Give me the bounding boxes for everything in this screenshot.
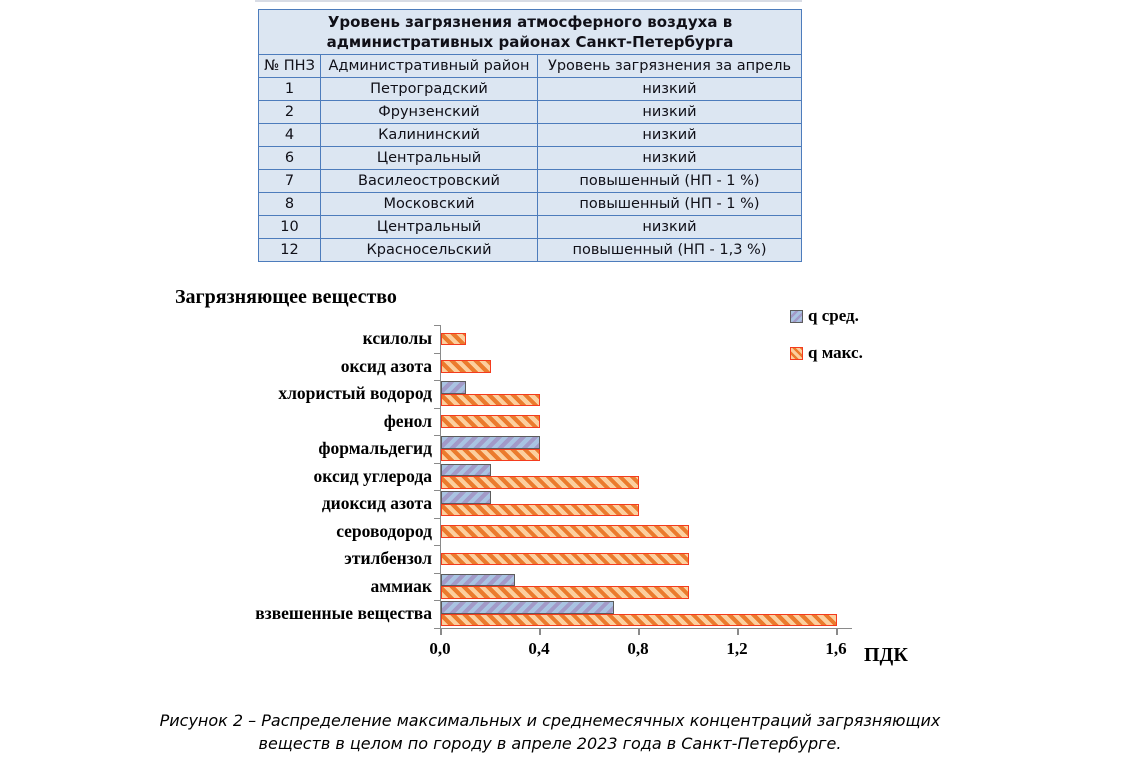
chart-category-row xyxy=(170,463,1135,491)
category-bars xyxy=(440,463,861,491)
table-cell: повышенный (НП - 1 %) xyxy=(538,193,802,216)
table-header-row xyxy=(259,55,802,78)
table-row xyxy=(259,78,802,101)
y-axis-tick xyxy=(434,600,440,601)
bar-q-avg xyxy=(441,491,491,504)
table-title-row xyxy=(259,10,802,55)
y-axis-tick xyxy=(434,490,440,491)
bar-q-max xyxy=(441,504,639,517)
table-title xyxy=(259,10,802,55)
table-row xyxy=(259,170,802,193)
column-header-pnz: № ПНЗ xyxy=(259,55,321,78)
chart-category-row xyxy=(170,408,1135,436)
chart-category-row xyxy=(170,325,1135,353)
table-cell: низкий xyxy=(538,147,802,170)
x-axis-unit-label: ПДК xyxy=(864,643,908,666)
chart-category-row xyxy=(170,600,1135,628)
bar-q-max xyxy=(441,360,491,373)
x-axis-tick xyxy=(440,629,442,635)
x-axis xyxy=(429,628,920,666)
bar-q-max xyxy=(441,476,639,489)
bar-q-max xyxy=(441,333,466,346)
table-cell: Красносельский xyxy=(321,239,538,262)
category-label: хлористый водород xyxy=(278,383,432,404)
table-row xyxy=(259,147,802,170)
table-cell: низкий xyxy=(538,78,802,101)
table-cell: 2 xyxy=(259,101,321,124)
table-cell: низкий xyxy=(538,216,802,239)
chart-category-row xyxy=(170,518,1135,546)
table-cell: Центральный xyxy=(321,147,538,170)
bar-q-avg xyxy=(441,601,614,614)
category-label: оксид азота xyxy=(340,355,432,376)
y-axis-tick xyxy=(434,573,440,574)
figure-caption-line2: веществ в целом по городу в апреле 2023 года в Санкт-Петербурге. xyxy=(258,734,842,754)
chart-legend xyxy=(790,306,863,380)
table-cell: 6 xyxy=(259,147,321,170)
bar-q-avg xyxy=(441,381,466,394)
category-label: формальдегид xyxy=(318,438,432,459)
category-label: оксид углерода xyxy=(313,465,432,486)
x-axis-tick-label: 1,2 xyxy=(726,638,748,658)
chart-plot-area xyxy=(170,325,1135,628)
figure-caption-line1: Рисунок 2 – Распределение максимальных и среднемесячных концентраций загрязняющих xyxy=(159,711,941,730)
category-bars xyxy=(440,380,861,408)
table-cell: низкий xyxy=(538,101,802,124)
chart-category-row xyxy=(170,490,1135,518)
bar-q-max xyxy=(441,449,540,462)
legend-swatch-q-max-icon xyxy=(790,347,803,360)
category-label: фенол xyxy=(383,410,432,431)
bar-q-avg xyxy=(441,436,540,449)
y-axis-tick xyxy=(434,435,440,436)
table-cell: Центральный xyxy=(321,216,538,239)
table-cell: повышенный (НП - 1 %) xyxy=(538,170,802,193)
column-header-district: Административный район xyxy=(321,55,538,78)
y-axis-tick xyxy=(434,518,440,519)
table-row xyxy=(259,239,802,262)
bar-q-avg xyxy=(441,574,515,587)
y-axis-tick xyxy=(434,463,440,464)
table-title-line2: административных районах Санкт-Петербурга xyxy=(326,33,734,51)
category-label: аммиак xyxy=(370,575,432,596)
legend-label-q-max: q макс. xyxy=(808,343,863,362)
chart-category-row xyxy=(170,545,1135,573)
category-bars xyxy=(440,408,861,436)
table-cell: Московский xyxy=(321,193,538,216)
y-axis-tick xyxy=(434,353,440,354)
table-cell: 10 xyxy=(259,216,321,239)
x-axis-tick-label: 0,8 xyxy=(627,638,649,658)
table-cell: Василеостровский xyxy=(321,170,538,193)
category-label: диоксид азота xyxy=(321,493,432,514)
table-cell: 7 xyxy=(259,170,321,193)
bar-q-max xyxy=(441,614,837,627)
x-axis-tick xyxy=(737,629,739,635)
table-cell: 12 xyxy=(259,239,321,262)
chart-category-row xyxy=(170,435,1135,463)
y-axis-tick xyxy=(434,325,440,326)
table-cell: Калининский xyxy=(321,124,538,147)
column-header-level: Уровень загрязнения за апрель xyxy=(538,55,802,78)
legend-item-q-avg xyxy=(790,306,863,326)
table-cell: 1 xyxy=(259,78,321,101)
category-bars xyxy=(440,545,861,573)
y-axis-tick xyxy=(434,545,440,546)
chart-category-row xyxy=(170,573,1135,601)
legend-swatch-q-avg-icon xyxy=(790,310,803,323)
x-axis-tick-label: 0,4 xyxy=(528,638,550,658)
legend-item-q-max xyxy=(790,343,863,363)
category-bars xyxy=(440,600,861,628)
bar-q-max xyxy=(441,394,540,407)
category-label: этилбензол xyxy=(344,548,432,569)
table-row xyxy=(259,193,802,216)
table-title-line1: Уровень загрязнения атмосферного воздуха в xyxy=(327,13,733,31)
y-axis-tick xyxy=(434,380,440,381)
pollution-level-table xyxy=(258,9,802,262)
pollutant-bar-chart xyxy=(170,284,1135,689)
table-cell: Фрунзенский xyxy=(321,101,538,124)
table-cell: 4 xyxy=(259,124,321,147)
chart-category-row xyxy=(170,380,1135,408)
bar-q-max xyxy=(441,586,689,599)
bar-q-max xyxy=(441,415,540,428)
cropped-top-edge xyxy=(255,0,802,2)
x-axis-tick xyxy=(638,629,640,635)
table-cell: низкий xyxy=(538,124,802,147)
category-bars xyxy=(440,518,861,546)
bar-q-max xyxy=(441,525,689,538)
table-cell: Петроградский xyxy=(321,78,538,101)
table-cell: повышенный (НП - 1,3 %) xyxy=(538,239,802,262)
x-axis-tick xyxy=(836,629,838,635)
table-row xyxy=(259,101,802,124)
category-label: взвешенные вещества xyxy=(255,603,432,624)
table-row xyxy=(259,124,802,147)
bar-q-max xyxy=(441,553,689,566)
legend-label-q-avg: q сред. xyxy=(808,306,859,325)
x-axis-tick xyxy=(539,629,541,635)
category-bars xyxy=(440,573,861,601)
figure-caption xyxy=(0,709,1100,755)
table-row xyxy=(259,216,802,239)
category-bars xyxy=(440,435,861,463)
bar-q-avg xyxy=(441,464,491,477)
x-axis-tick-label: 0,0 xyxy=(429,638,451,658)
chart-title: Загрязняющее вещество xyxy=(175,286,397,308)
category-bars xyxy=(440,490,861,518)
x-axis-tick-label: 1,6 xyxy=(825,638,847,658)
table-body xyxy=(259,78,802,262)
y-axis-tick xyxy=(434,408,440,409)
category-label: ксилолы xyxy=(362,328,432,349)
table-cell: 8 xyxy=(259,193,321,216)
chart-category-row xyxy=(170,353,1135,381)
x-axis-line xyxy=(440,628,852,630)
category-label: сероводород xyxy=(336,520,432,541)
